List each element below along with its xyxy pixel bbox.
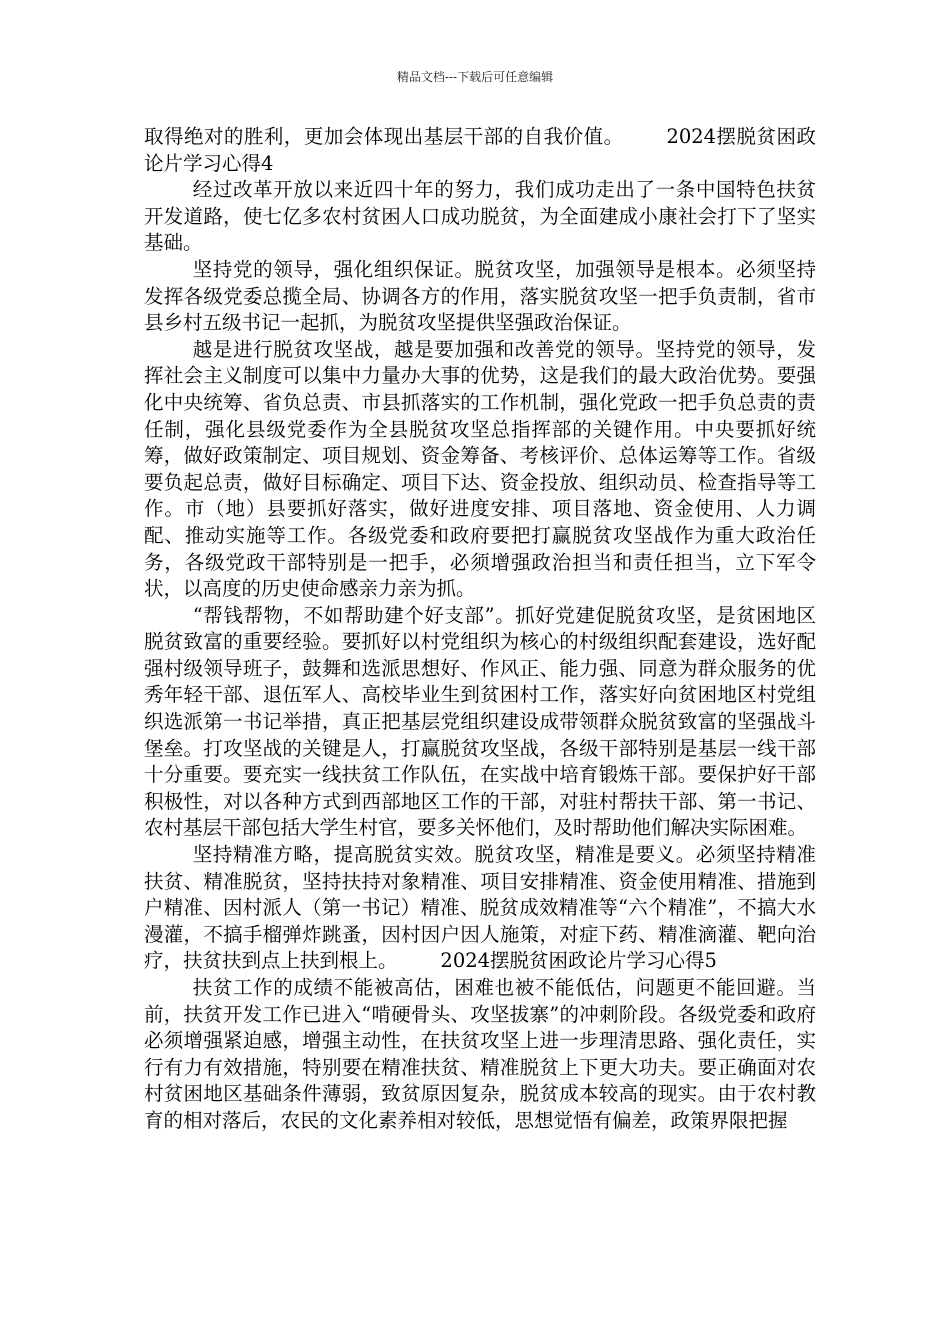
paragraph-0 <box>144 124 816 177</box>
paragraph-4: “帮钱帮物，不如帮助建个好支部”。抓好党建促脱贫攻坚，是贫困地区脱贫致富的重要经验。要抓好以村党组织为核心的村级组织配套建设，选好配强村级领导班子，鼓舞和选派思想好、作风正、能力强、同意为群众服务的优秀年轻干部、退伍军人、高校毕业生到贫困村工作，落实好向贫困地区村党组织选派第一书记举措，真正把基层党组织建设成带领群众脱贫致富的坚强战斗堡垒。打攻坚战的关键是人，打赢脱贫攻坚战，各级干部特别是基层一线干部十分重要。要充实一线扶贫工作队伍，在实战中培育锻炼干部。要保护好干部积极性，对以各种方式到西部地区工作的干部，对驻村帮扶干部、第一书记、农村基层干部包括大学生村官，要多关怀他们，及时帮助他们解决实际困难。 <box>144 603 816 840</box>
paragraph-3: 越是进行脱贫攻坚战，越是要加强和改善党的领导。坚持党的领导，发挥社会主义制度可以集中力量办大事的优势，这是我们的最大政治优势。要强化中央统筹、省负总责、市县抓落实的工作机制，强化党政一把手负总责的责任制，强化县级党委作为全县脱贫攻坚总指挥部的关键作用。中央要抓好统筹，做好政策制定、项目规划、资金筹备、考核评价、总体运筹等工作。省级要负起总责，做好目标确定、项目下达、资金投放、组织动员、检查指导等工作。市（地）县要抓好落实，做好进度安排、项目落地、资金使用、人力调配、推动实施等工作。各级党委和政府要把打赢脱贫攻坚战作为重大政治任务，各级党政干部特别是一把手，必须增强政治担当和责任担当，立下军令状，以高度的历史使命感亲力亲为抓。 <box>144 337 816 601</box>
document-body <box>144 124 816 1135</box>
paragraph-2: 坚持党的领导，强化组织保证。脱贫攻坚，加强领导是根本。必须坚持发挥各级党委总揽全局、协调各方的作用，落实脱贫攻坚一把手负责制，省市县乡村五级书记一起抓，为脱贫攻坚提供坚强政治保证。 <box>144 257 816 335</box>
section-heading-5: 2024摆脱贫困政论片学习心得5 <box>440 949 717 973</box>
paragraph-1: 经过改革开放以来近四十年的努力，我们成功走出了一条中国特色扶贫开发道路，使七亿多农村贫困人口成功脱贫，为全面建成小康社会打下了坚实基础。 <box>144 178 816 255</box>
section-heading-4: 2024摆脱贫困政论片学习心得4 <box>144 125 816 175</box>
page-header-note: 精品文档---下载后可任意编辑 <box>396 70 554 84</box>
paragraph-6: 扶贫工作的成绩不能被高估，困难也被不能低估，问题更不能回避。当前，扶贫开发工作已进入“啃硬骨头、攻坚拔寨”的冲刺阶段。各级党委和政府必须增强紧迫感，增强主动性，在扶贫攻坚上进一步理清思路、强化责任，实行有力有效措施，特别要在精准扶贫、精准脱贫上下更大功夫。要正确面对农村贫困地区基础条件薄弱，致贫原因复杂，脱贫成本较高的现实。由于农村教育的相对落后，农民的文化素养相对较低，思想觉悟有偏差，政策界限把握 <box>144 976 816 1132</box>
paragraph-5 <box>144 842 816 975</box>
paragraph-5-text: 坚持精准方略，提高脱贫实效。脱贫攻坚，精准是要义。必须坚持精准扶贫、精准脱贫，坚持扶持对象精准、项目安排精准、资金使用精准、措施到户精准、因村派人（第一书记）精准、脱贫成效精准等“六个精准”，不搞大水漫灌，不搞手榴弹炸跳蚤，因村因户因人施策，对症下药、精准滴灌、靶向治疗，扶贫扶到点上扶到根上。 <box>144 843 816 973</box>
paragraph-0-text: 取得绝对的胜利，更加会体现出基层干部的自我价值。 <box>144 125 624 148</box>
